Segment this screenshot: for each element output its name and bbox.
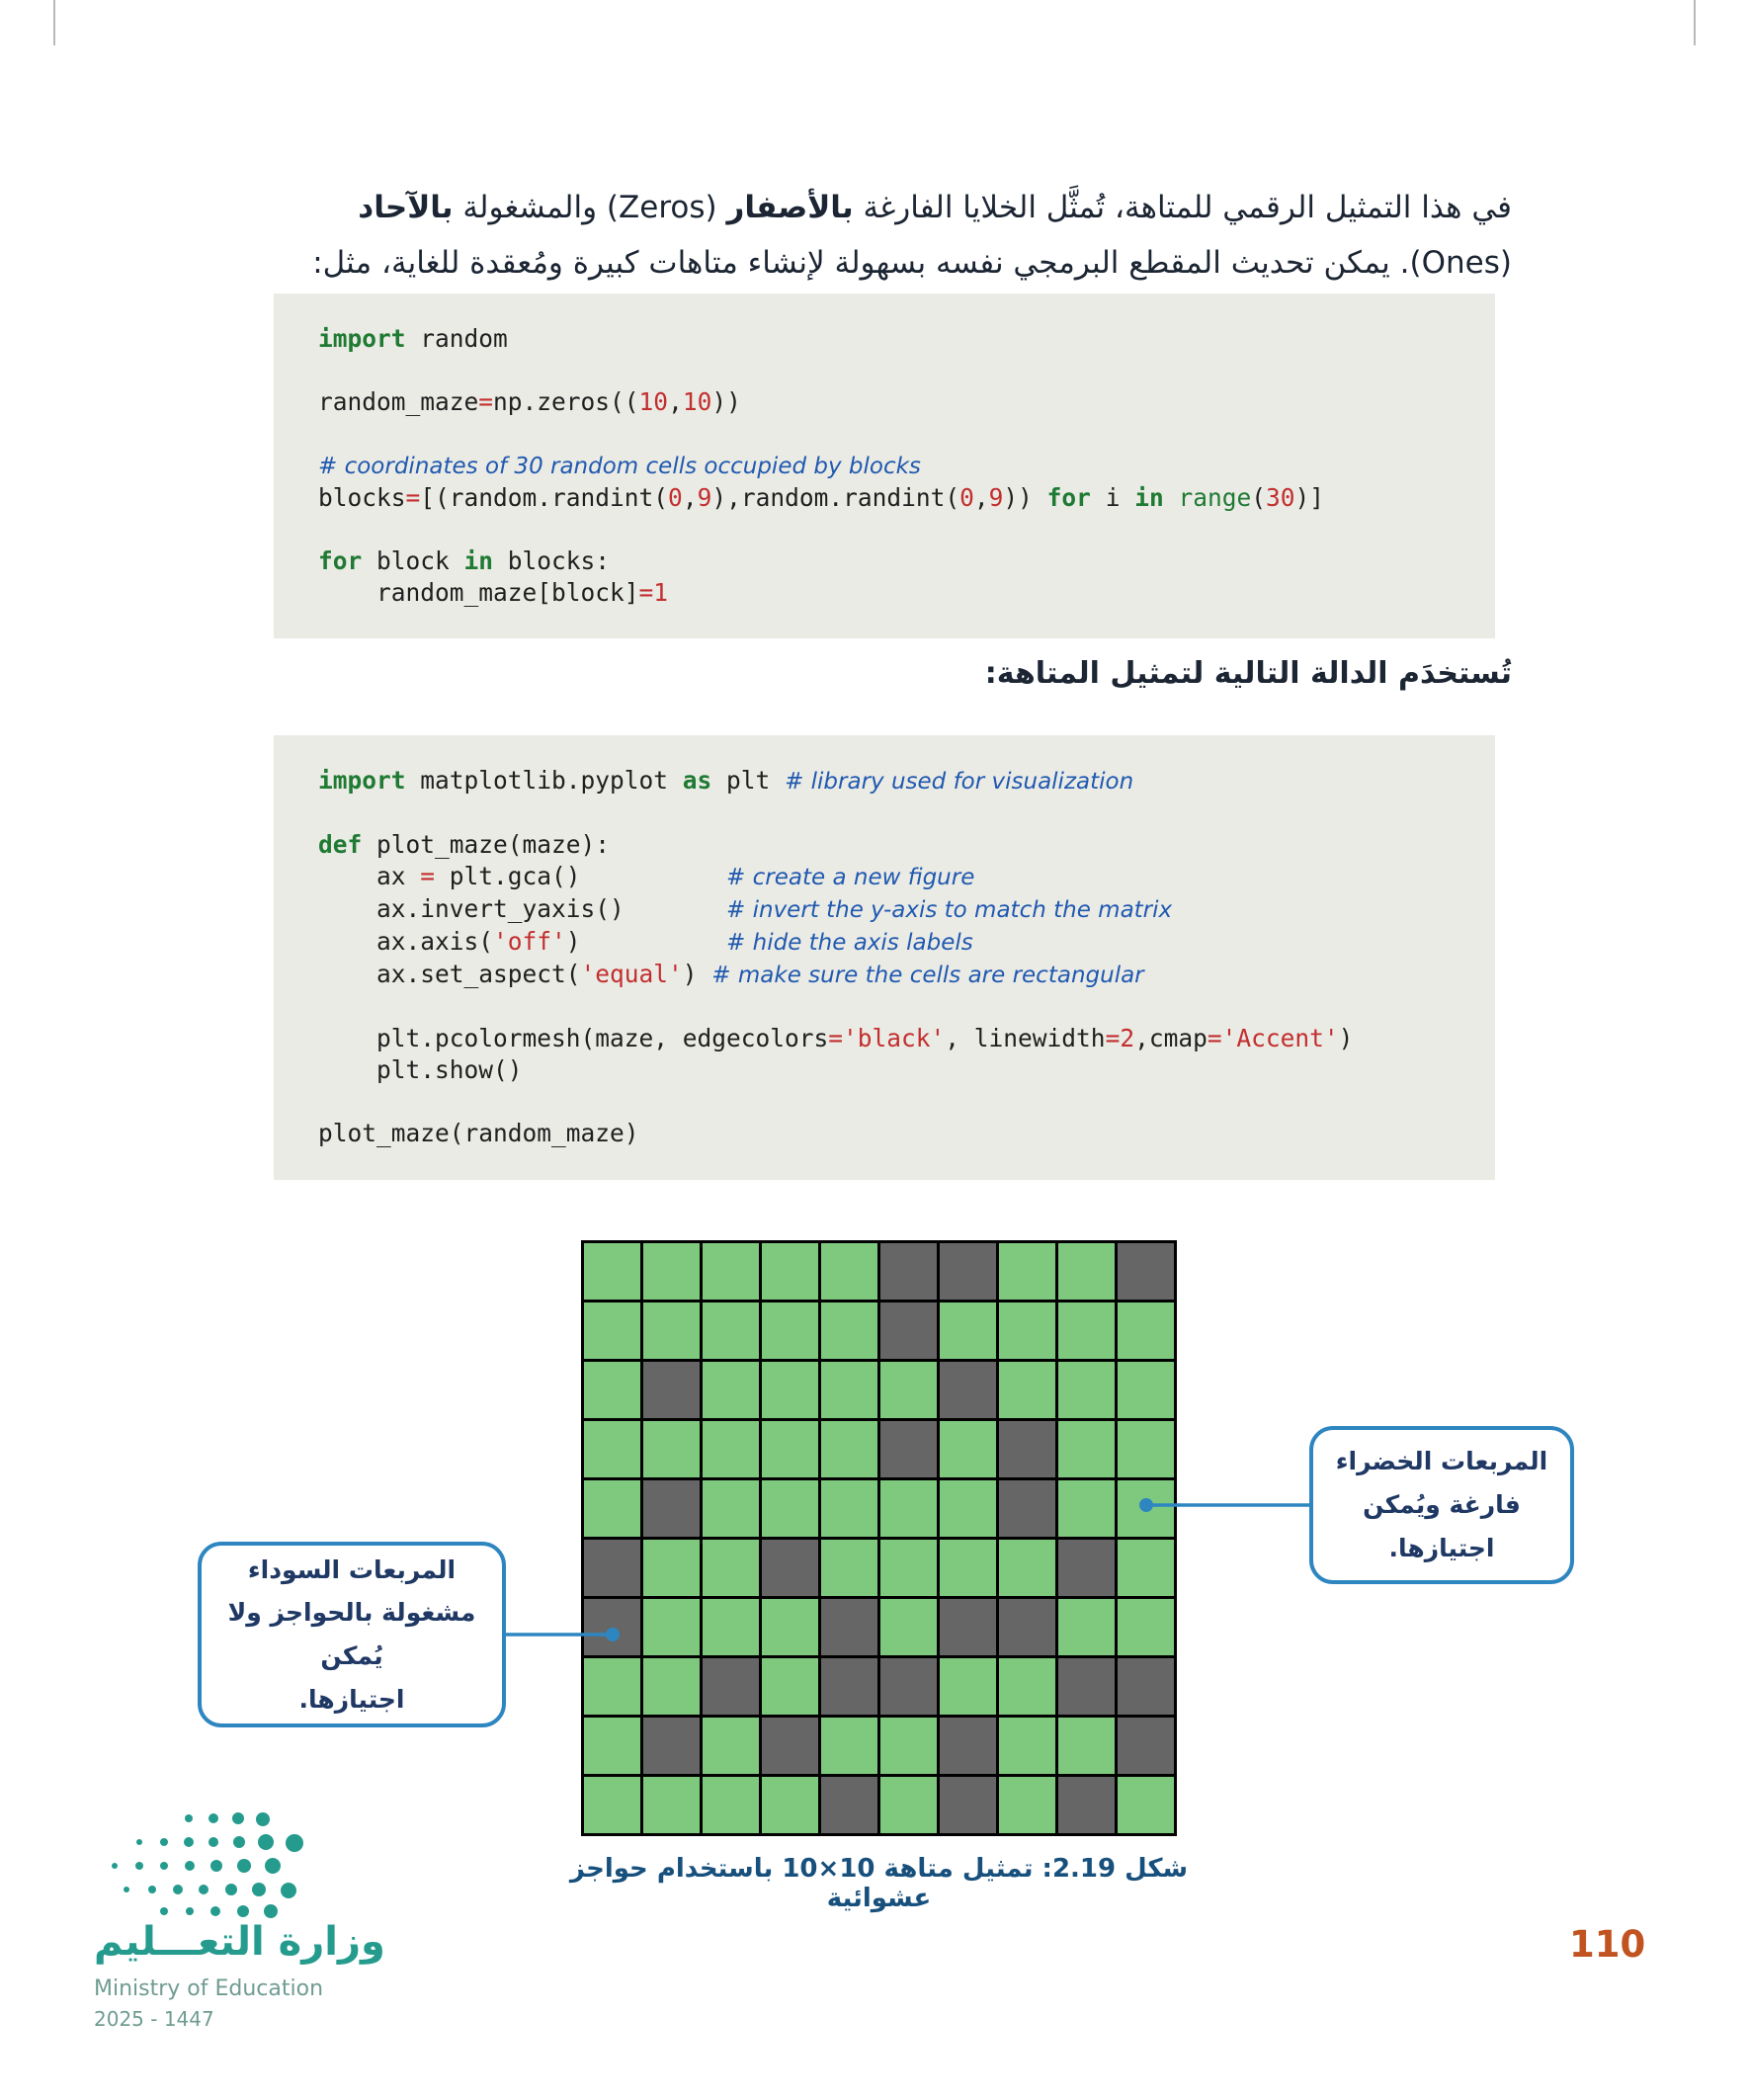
maze-cell-empty (643, 1540, 700, 1596)
code-token-str: 'equal' (580, 960, 683, 988)
maze-cell-block (880, 1243, 937, 1300)
maze-cell-empty (821, 1540, 877, 1596)
maze-cell-block (703, 1658, 759, 1715)
intro-text: في هذا التمثيل الرقمي للمتاهة، تُمثَّل الخلايا الفارغة (853, 190, 1512, 225)
maze-cell-empty (1118, 1540, 1174, 1596)
ministry-wordmark-arabic: وزارة التعـــليم (94, 1919, 385, 1965)
code-line (318, 991, 1451, 1023)
intro-bold-zeros: بالأصفار (726, 190, 854, 225)
maze-cell-empty (643, 1421, 700, 1477)
code-token-op: = (478, 387, 494, 416)
maze-cell-block (584, 1540, 640, 1596)
maze-cell-empty (762, 1302, 818, 1359)
maze-cell-empty (643, 1599, 700, 1655)
code-line (318, 355, 1451, 386)
maze-grid (581, 1240, 1177, 1836)
maze-cell-empty (762, 1421, 818, 1477)
maze-cell-empty (1058, 1718, 1115, 1774)
code-token-pl: block (362, 546, 464, 575)
code-token-pl: ax.axis( (318, 927, 494, 956)
code-token-pl (1164, 483, 1179, 512)
maze-cell-empty (1058, 1599, 1115, 1655)
maze-cell-empty (1118, 1362, 1174, 1418)
maze-cell-empty (1058, 1243, 1115, 1300)
maze-cell-block (643, 1480, 700, 1537)
code-line (318, 893, 1451, 926)
maze-cell-empty (999, 1658, 1055, 1715)
figure-caption: شكل 2.19: تمثيل متاهة 10×10 باستخدام حواجز عشوائية (569, 1854, 1189, 1913)
code-token-pl: ,cmap (1134, 1024, 1208, 1052)
code-line (318, 386, 1451, 418)
code-block-random-maze (274, 294, 1495, 638)
maze-cell-empty (999, 1243, 1055, 1300)
maze-cell-empty (999, 1302, 1055, 1359)
maze-cell-block (1118, 1243, 1174, 1300)
maze-cell-block (1058, 1540, 1115, 1596)
maze-cell-block (1118, 1718, 1174, 1774)
code-token-kw: in (1134, 483, 1164, 512)
code-line (318, 798, 1451, 829)
code-token-pl: blocks (318, 483, 406, 512)
maze-cell-block (940, 1243, 996, 1300)
maze-cell-empty (643, 1243, 700, 1300)
callout-black-line: اجتيازها. (298, 1684, 405, 1714)
code-line (318, 514, 1451, 546)
code-token-pl: [(random.randint( (420, 483, 669, 512)
maze-cell-block (940, 1362, 996, 1418)
code-token-str: 'black' (843, 1024, 946, 1052)
code-token-pl: ) (1338, 1024, 1354, 1052)
code-token-pl: )) (711, 387, 741, 416)
maze-cell-empty (1118, 1421, 1174, 1477)
maze-cell-empty (1118, 1480, 1174, 1537)
code-line (318, 450, 1451, 482)
maze-cell-block (880, 1302, 937, 1359)
maze-cell-empty (999, 1718, 1055, 1774)
maze-cell-empty (584, 1362, 640, 1418)
maze-cell-empty (703, 1718, 759, 1774)
code-token-kw: in (463, 546, 494, 575)
code-token-cmt: # create a new figure (726, 865, 975, 890)
code-line (318, 829, 1451, 861)
code-token-pl: ax (318, 862, 421, 890)
maze-cell-empty (762, 1599, 818, 1655)
code-token-cmt: # library used for visualization (785, 769, 1134, 795)
maze-cell-empty (762, 1777, 818, 1833)
page-number: 110 (1569, 1923, 1646, 1966)
callout-black-squares (198, 1542, 506, 1727)
maze-cell-empty (584, 1480, 640, 1537)
code-token-pl: ax.invert_yaxis() (318, 894, 727, 923)
code-token-pl: )] (1294, 483, 1325, 512)
code-token-num: 9 (988, 483, 1004, 512)
maze-cell-empty (1058, 1480, 1115, 1537)
maze-cell-empty (880, 1599, 937, 1655)
code-token-pl: , (668, 387, 683, 416)
maze-cell-empty (999, 1777, 1055, 1833)
maze-cell-empty (703, 1480, 759, 1537)
code-token-num: 30 (1266, 483, 1295, 512)
maze-cell-block (643, 1362, 700, 1418)
code-token-pl: , (682, 483, 698, 512)
code-line (318, 1023, 1451, 1054)
code-token-op: = (1105, 1024, 1121, 1052)
code-token-op: = (638, 578, 654, 607)
maze-cell-empty (1058, 1362, 1115, 1418)
code-line (318, 765, 1451, 798)
maze-cell-block (880, 1658, 937, 1715)
code-token-num: 0 (668, 483, 683, 512)
code-token-num: 9 (697, 483, 712, 512)
maze-cell-empty (940, 1302, 996, 1359)
code-token-pl: , linewidth (945, 1024, 1106, 1052)
code-token-pl: random (405, 324, 508, 353)
maze-cell-empty (880, 1362, 937, 1418)
callout-green-line: فارغة ويُمكن (1363, 1490, 1521, 1520)
maze-cell-empty (762, 1362, 818, 1418)
code-token-pl: i (1090, 483, 1135, 512)
maze-cell-empty (1058, 1302, 1115, 1359)
code-block-plot-maze (274, 735, 1495, 1180)
code-token-pl: blocks: (493, 546, 611, 575)
maze-cell-block (584, 1599, 640, 1655)
maze-cell-block (762, 1718, 818, 1774)
code-token-kw: import (318, 324, 406, 353)
section-heading: تُستخدَم الدالة التالية لتمثيل المتاهة: (984, 656, 1512, 691)
maze-cell-block (999, 1599, 1055, 1655)
code-token-op: = (828, 1024, 844, 1052)
code-token-kw: def (318, 830, 363, 859)
code-token-kw: for (1046, 483, 1091, 512)
maze-cell-empty (1118, 1777, 1174, 1833)
code-token-num: 0 (959, 483, 974, 512)
callout-black-line: مشغولة بالحواجز ولا يُمكن (227, 1598, 476, 1670)
maze-cell-empty (880, 1777, 937, 1833)
maze-cell-block (821, 1777, 877, 1833)
code-line (318, 418, 1451, 450)
maze-cell-empty (999, 1540, 1055, 1596)
maze-cell-empty (880, 1480, 937, 1537)
code-token-pl: )) (1003, 483, 1047, 512)
code-token-cmt: # coordinates of 30 random cells occupied by blocks (318, 454, 921, 479)
code-token-pl: , (973, 483, 989, 512)
maze-cell-empty (643, 1777, 700, 1833)
intro-paragraph (265, 181, 1512, 292)
maze-cell-empty (703, 1362, 759, 1418)
intro-text: (Zeros) والمشغولة (453, 190, 727, 225)
code-token-op: = (1207, 1024, 1222, 1052)
maze-cell-block (940, 1777, 996, 1833)
maze-cell-empty (1118, 1302, 1174, 1359)
maze-cell-empty (584, 1421, 640, 1477)
code-token-cmt: # make sure the cells are rectangular (711, 963, 1144, 988)
code-token-str: 'Accent' (1221, 1024, 1339, 1052)
code-token-str: 'off' (493, 927, 566, 956)
maze-cell-empty (999, 1362, 1055, 1418)
maze-cell-empty (584, 1777, 640, 1833)
maze-cell-empty (643, 1658, 700, 1715)
maze-cell-empty (821, 1421, 877, 1477)
maze-cell-empty (880, 1718, 937, 1774)
code-line (318, 1054, 1451, 1086)
maze-cell-block (643, 1718, 700, 1774)
maze-cell-empty (703, 1599, 759, 1655)
maze-cell-block (1058, 1777, 1115, 1833)
code-token-fn: range (1178, 483, 1252, 512)
code-token-pl: np.zeros(( (493, 387, 639, 416)
code-token-pl: plt.show() (318, 1055, 523, 1084)
callout-green-line: اجتيازها. (1388, 1533, 1495, 1562)
code-line (318, 577, 1451, 609)
code-token-op: = (420, 862, 436, 890)
maze-cell-empty (762, 1658, 818, 1715)
maze-cell-empty (821, 1362, 877, 1418)
code-token-num: 10 (638, 387, 669, 416)
code-line (318, 861, 1451, 893)
code-token-pl: plot_maze(random_maze) (318, 1119, 639, 1147)
maze-cell-empty (584, 1243, 640, 1300)
code-line (318, 323, 1451, 355)
code-token-pl: ) (682, 960, 712, 988)
maze-cell-block (880, 1421, 937, 1477)
maze-cell-block (1058, 1658, 1115, 1715)
maze-cell-empty (703, 1421, 759, 1477)
code-line (318, 482, 1451, 514)
maze-cell-empty (821, 1302, 877, 1359)
maze-cell-empty (762, 1480, 818, 1537)
maze-cell-empty (643, 1302, 700, 1359)
code-token-pl: plt (711, 766, 786, 795)
maze-cell-empty (940, 1540, 996, 1596)
code-token-pl: plot_maze(maze): (362, 830, 611, 859)
maze-cell-block (940, 1718, 996, 1774)
maze-cell-empty (762, 1243, 818, 1300)
maze-cell-block (940, 1599, 996, 1655)
maze-cell-empty (703, 1540, 759, 1596)
code-token-cmt: # invert the y-axis to match the matrix (726, 897, 1173, 923)
code-line (318, 1118, 1451, 1149)
code-token-pl: ( (1251, 483, 1267, 512)
maze-cell-empty (940, 1658, 996, 1715)
maze-cell-empty (703, 1243, 759, 1300)
maze-cell-empty (1058, 1421, 1115, 1477)
maze-cell-block (821, 1599, 877, 1655)
maze-cell-empty (584, 1658, 640, 1715)
callout-green-line: المربعات الخضراء (1335, 1447, 1548, 1476)
maze-cell-empty (940, 1421, 996, 1477)
callout-black-line: المربعات السوداء (247, 1554, 457, 1584)
maze-cell-empty (940, 1480, 996, 1537)
ministry-year: 2025 - 1447 (94, 2007, 214, 2031)
code-token-pl: random_maze (318, 387, 479, 416)
ministry-name-english: Ministry of Education (94, 1976, 324, 2001)
code-token-pl: matplotlib.pyplot (405, 766, 683, 795)
code-token-pl: plt.gca() (435, 862, 727, 890)
crop-mark-right (1694, 0, 1696, 45)
code-token-pl: random_maze[block] (318, 578, 639, 607)
maze-cell-block (999, 1421, 1055, 1477)
code-line (318, 959, 1451, 991)
maze-cell-block (999, 1480, 1055, 1537)
code-token-cmt: # hide the axis labels (726, 930, 973, 956)
code-token-kw: for (318, 546, 363, 575)
code-token-pl: ) (565, 927, 727, 956)
code-token-pl: plt.pcolormesh(maze, edgecolors (318, 1024, 829, 1052)
maze-cell-block (762, 1540, 818, 1596)
code-token-pl: ),random.randint( (711, 483, 960, 512)
intro-text: (Ones). يمكن تحديث المقطع البرمجي نفسه بسهولة لإنشاء متاهات كبيرة ومُعقدة للغاية، مثل: (312, 244, 1512, 281)
code-line (318, 926, 1451, 959)
maze-cell-empty (584, 1302, 640, 1359)
maze-cell-empty (584, 1718, 640, 1774)
maze-cell-empty (1118, 1599, 1174, 1655)
code-token-kw: as (682, 766, 712, 795)
maze-cell-empty (821, 1480, 877, 1537)
maze-cell-empty (880, 1540, 937, 1596)
maze-cell-empty (821, 1243, 877, 1300)
ministry-logo-icon (94, 1806, 316, 1923)
maze-cell-empty (703, 1777, 759, 1833)
code-token-op: = (405, 483, 421, 512)
code-token-num: 2 (1120, 1024, 1135, 1052)
code-token-num: 10 (682, 387, 712, 416)
maze-cell-block (1118, 1658, 1174, 1715)
maze-cell-empty (821, 1718, 877, 1774)
callout-green-squares (1309, 1426, 1574, 1584)
code-token-kw: import (318, 766, 406, 795)
code-line (318, 546, 1451, 577)
code-line (318, 1086, 1451, 1118)
crop-mark-left (53, 0, 55, 45)
code-token-pl: ax.set_aspect( (318, 960, 581, 988)
maze-cell-block (821, 1658, 877, 1715)
maze-cell-empty (703, 1302, 759, 1359)
code-token-num: 1 (653, 578, 669, 607)
intro-bold-ones: بالآحاد (358, 190, 454, 225)
